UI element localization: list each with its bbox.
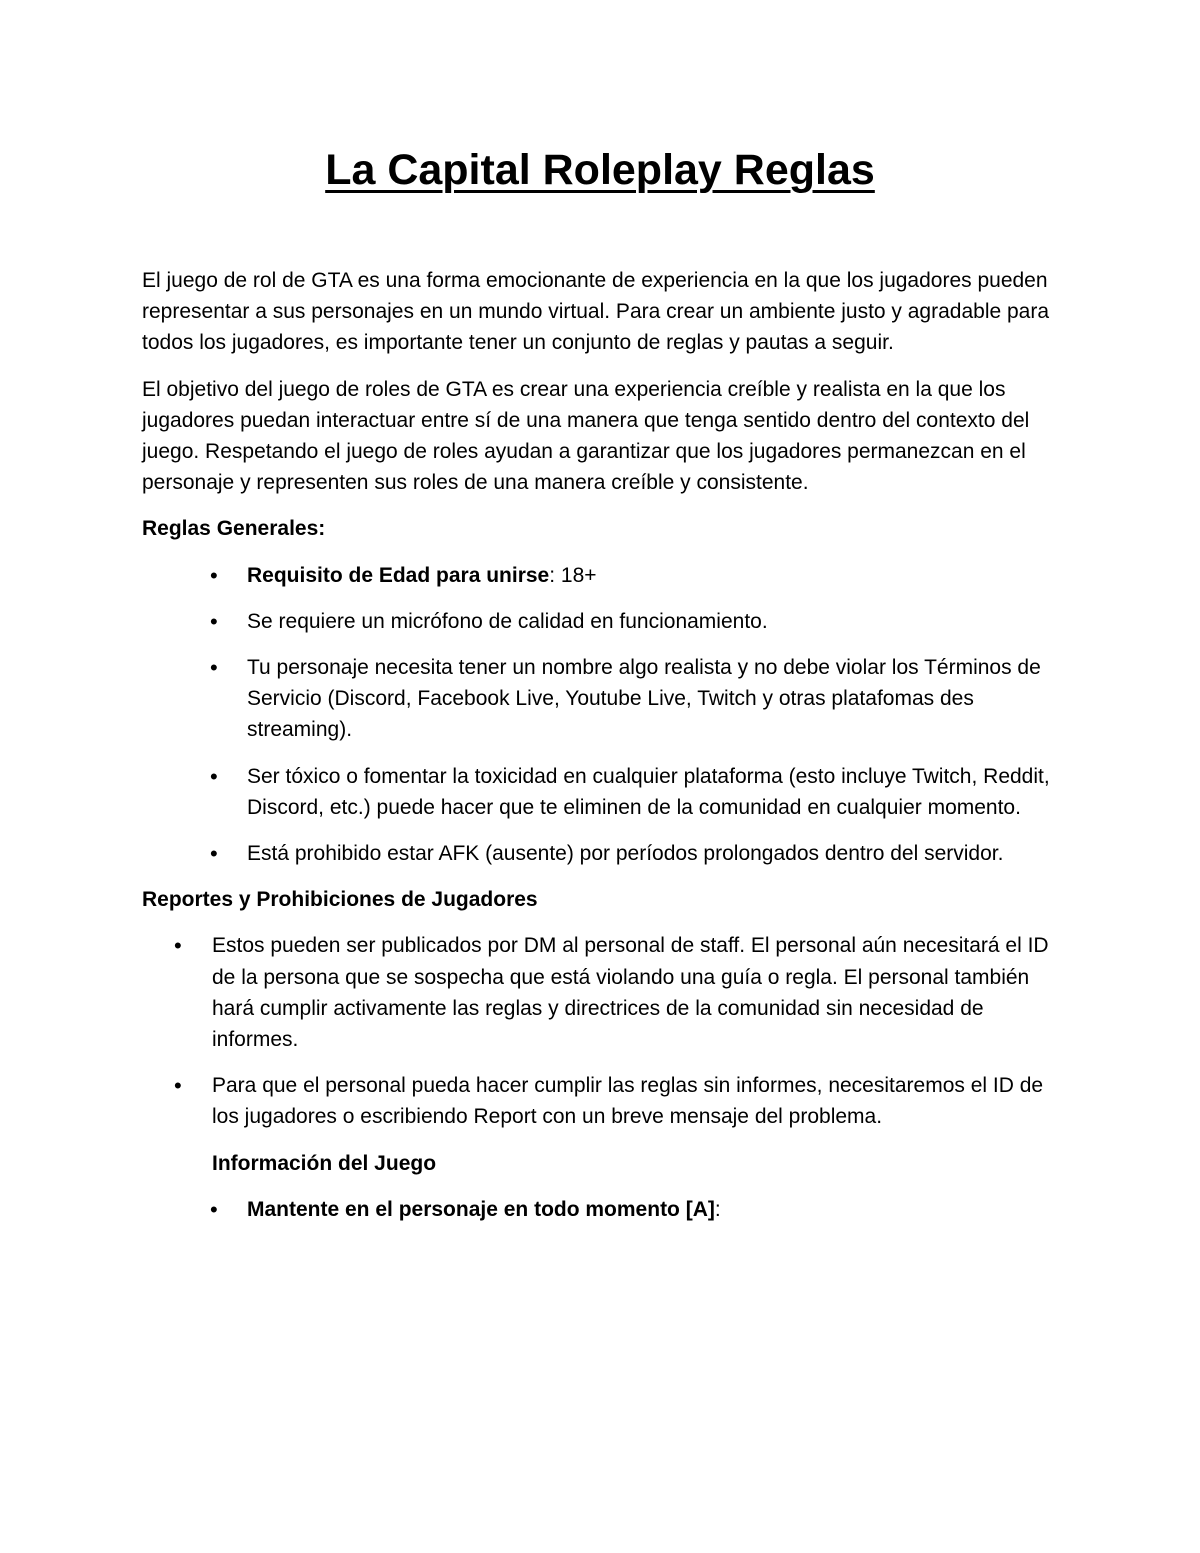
list-item-text: Está prohibido estar AFK (ausente) por períodos prolongados dentro del servidor. xyxy=(247,842,1004,866)
intro-paragraph: El juego de rol de GTA es una forma emocionante de experiencia en la que los jugadores pueden representar a sus personajes en un mundo virtual. Para crear un ambiente justo y agradable para todos los jugadores, es importante tener un conjunto de reglas y pautas a seguir. xyxy=(142,269,1050,355)
list-item-bold: Mantente en el personaje en todo momento [A] xyxy=(247,1197,715,1221)
list-item xyxy=(142,930,1062,1055)
list-item-text: Para que el personal pueda hacer cumplir las reglas sin informes, necesitaremos el ID de los jugadores o escribiendo Report con un breve mensaje del problema. xyxy=(212,1074,1044,1129)
document-body xyxy=(142,265,1062,1240)
section-heading-general: Reglas Generales: xyxy=(142,517,326,541)
game-info-list xyxy=(142,1194,1062,1225)
bullet-icon: • xyxy=(210,655,218,681)
intro-paragraph: El objetivo del juego de roles de GTA es crear una experiencia creíble y realista en la que los jugadores puedan interactuar entre sí de una manera que tenga sentido dentro del contexto del juego. Respetando el juego de roles ayudan a garantizar que los jugadores permanezcan en el personaje y representen sus roles de una manera creíble y consistente. xyxy=(142,377,1030,495)
list-item-text: Se requiere un micrófono de calidad en funcionamiento. xyxy=(247,609,768,633)
list-item xyxy=(142,1194,1062,1225)
list-item-text: : 18+ xyxy=(549,563,597,587)
bullet-icon: • xyxy=(210,562,218,588)
bullet-icon: • xyxy=(174,933,182,959)
list-item xyxy=(142,761,1062,823)
bullet-icon: • xyxy=(210,763,218,789)
list-item xyxy=(142,838,1062,869)
list-item xyxy=(142,1070,1062,1132)
list-item xyxy=(142,560,1062,591)
reports-list xyxy=(142,930,1062,1132)
list-item-text: Tu personaje necesita tener un nombre algo realista y no debe violar los Términos de Servicio (Discord, Facebook Live, Youtube Live, Twitch y otras platafomas des streaming). xyxy=(247,656,1041,742)
section-heading-reports: Reportes y Prohibiciones de Jugadores xyxy=(142,888,538,912)
bullet-icon: • xyxy=(210,608,218,634)
list-item-bold: Requisito de Edad para unirse xyxy=(247,563,550,587)
general-rules-list xyxy=(142,560,1062,870)
bullet-icon: • xyxy=(174,1073,182,1099)
list-item-text: : xyxy=(714,1197,721,1221)
section-heading-game-info: Información del Juego xyxy=(212,1151,437,1175)
list-item-text: Estos pueden ser publicados por DM al personal de staff. El personal aún necesitará el ID de la persona que se sospecha que está violando una guía o regla. El personal también hará cumplir activamente las reglas y directrices de la comunidad sin necesidad de informes. xyxy=(212,934,1049,1052)
bullet-icon: • xyxy=(210,841,218,867)
list-item-text: Ser tóxico o fomentar la toxicidad en cualquier plataforma (esto incluye Twitch, Reddit, Discord, etc.) puede hacer que te eliminen de la comunidad en cualquier momento. xyxy=(247,764,1050,819)
list-item xyxy=(142,606,1062,637)
bullet-icon: • xyxy=(210,1196,218,1222)
document-title: La Capital Roleplay Reglas xyxy=(325,146,875,194)
list-item xyxy=(142,652,1062,746)
